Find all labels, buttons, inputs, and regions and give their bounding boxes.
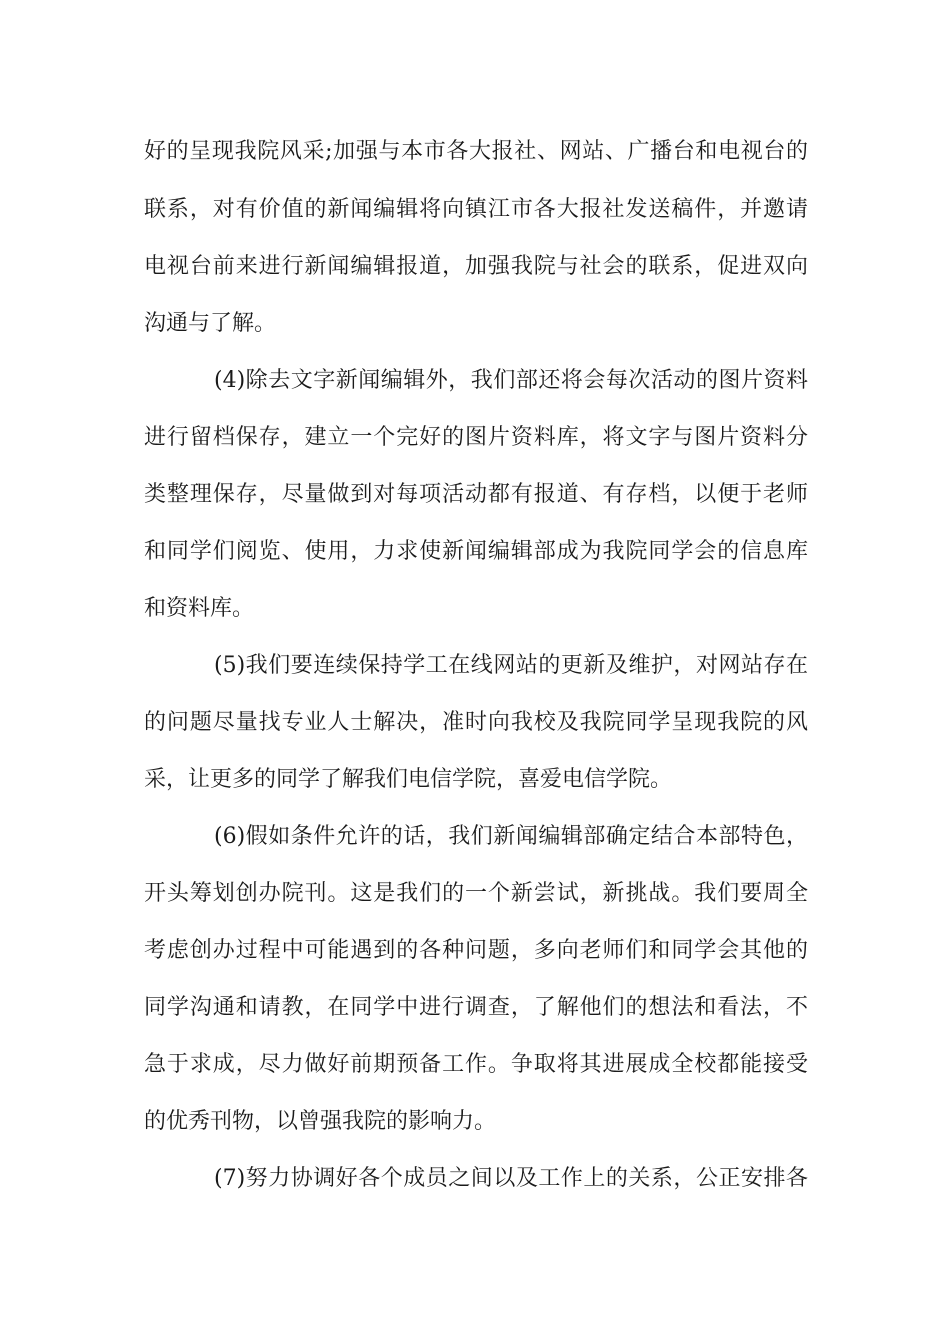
paragraph-first-line: (6)假如条件允许的话，我们新闻编辑部确定结合本部特色， — [214, 824, 808, 849]
text-line: 进行留档保存，建立一个完好的图片资料库，将文字与图片资料分 — [144, 425, 808, 450]
text-line: 类整理保存，尽量做到对每项活动都有报道、有存档，以便于老师 — [144, 482, 808, 507]
text-line: 和同学们阅览、使用，力求使新闻编辑部成为我院同学会的信息库 — [144, 539, 808, 564]
text-line: 和资料库。 — [144, 596, 255, 621]
text-line: 考虑创办过程中可能遇到的各种问题，多向老师们和同学会其他的 — [144, 938, 808, 963]
text-line: 的优秀刊物，以曾强我院的影响力。 — [144, 1109, 497, 1134]
paragraph-first-line: (7)努力协调好各个成员之间以及工作上的关系，公正安排各 — [214, 1166, 808, 1191]
text-line: 急于求成，尽力做好前期预备工作。争取将其进展成全校都能接受 — [144, 1052, 808, 1077]
text-line: 开头筹划创办院刊。这是我们的一个新尝试，新挑战。我们要周全 — [144, 881, 808, 906]
text-line: 联系，对有价值的新闻编辑将向镇江市各大报社发送稿件，并邀请 — [144, 197, 808, 222]
text-line: 同学沟通和请教，在同学中进行调查，了解他们的想法和看法，不 — [144, 995, 808, 1020]
text-line: 的问题尽量找专业人士解决，准时向我校及我院同学呈现我院的风 — [144, 710, 808, 735]
text-line: 采，让更多的同学了解我们电信学院，喜爱电信学院。 — [144, 767, 673, 792]
text-line: 好的呈现我院风采;加强与本市各大报社、网站、广播台和电视台的 — [144, 139, 808, 164]
text-line: 沟通与了解。 — [144, 311, 277, 336]
text-line: 电视台前来进行新闻编辑报道，加强我院与社会的联系，促进双向 — [144, 254, 808, 279]
paragraph-first-line: (5)我们要连续保持学工在线网站的更新及维护，对网站存在 — [214, 653, 808, 678]
paragraph-first-line: (4)除去文字新闻编辑外，我们部还将会每次活动的图片资料 — [214, 368, 808, 393]
